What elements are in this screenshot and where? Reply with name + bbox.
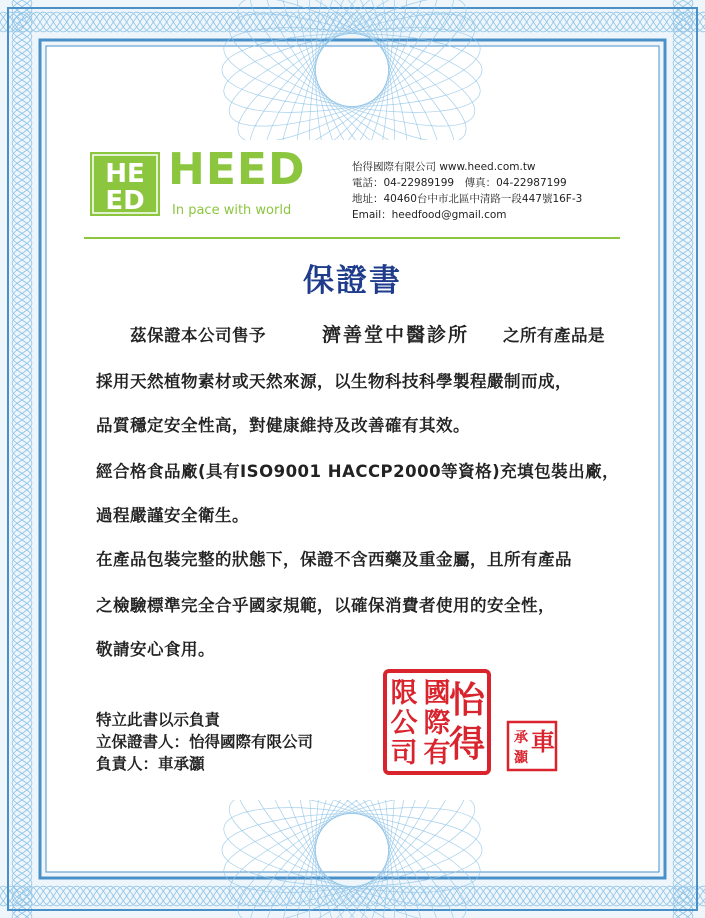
recipient-name: 濟善堂中醫診所: [322, 324, 470, 346]
svg-text:司: 司: [390, 738, 418, 769]
svg-text:國: 國: [423, 678, 451, 709]
email-line: Email：heedfood@gmail.com: [352, 209, 507, 221]
body-line-5: 在產品包裝完整的狀態下，保證不含西藥及重金屬，且所有產品: [96, 550, 572, 569]
guarantor-line: 立保證書人：怡得國際有限公司: [96, 733, 314, 751]
personal-seal: [506, 720, 558, 772]
body-line-1: 採用天然植物素材或天然來源，以生物科技科學製程嚴制而成，: [96, 372, 572, 391]
phone-line: 電話：04-22989199 傳真：04-22987199: [352, 177, 567, 189]
heed-logo-mark: [90, 152, 160, 216]
svg-text:灝: 灝: [514, 750, 528, 766]
svg-text:承: 承: [514, 730, 528, 746]
brand-name: HEED: [168, 144, 306, 195]
svg-text:得: 得: [448, 723, 486, 765]
body-line-2: 品質穩定安全性高，對健康維持及改善確有其效。: [96, 416, 470, 435]
body-line-3: 經合格食品廠(具有ISO9001 HACCP2000等資格)充填包裝出廠，: [96, 462, 620, 481]
body-line-7: 敬請安心食用。: [96, 640, 215, 659]
brand-tagline: In pace with world: [172, 203, 292, 218]
intro-prefix: 茲保證本公司售予: [130, 326, 266, 345]
svg-text:有: 有: [423, 738, 451, 769]
statement-line: 特立此書以示負責: [96, 711, 221, 729]
svg-text:怡: 怡: [448, 679, 486, 721]
responsible-person-line: 負責人：車承灝: [96, 755, 205, 773]
company-seal: [382, 668, 492, 776]
document-title: 保證書: [303, 263, 402, 299]
svg-text:限: 限: [390, 678, 418, 709]
svg-text:際: 際: [423, 708, 451, 739]
svg-text:ED: ED: [105, 186, 145, 216]
body-line-4: 過程嚴謹安全衛生。: [96, 506, 249, 525]
svg-text:車: 車: [531, 727, 555, 756]
body-line-6: 之檢驗標準完全合乎國家規範，以確保消費者使用的安全性，: [96, 596, 555, 615]
header-divider: [84, 237, 620, 239]
intro-suffix: 之所有產品是: [503, 326, 605, 345]
address-line: 地址：40460台中市北區中清路一段447號16F-3: [352, 193, 583, 205]
svg-text:HE: HE: [105, 159, 145, 189]
svg-text:公: 公: [390, 708, 418, 739]
company-line: 怡得國際有限公司 www.heed.com.tw: [352, 161, 536, 173]
